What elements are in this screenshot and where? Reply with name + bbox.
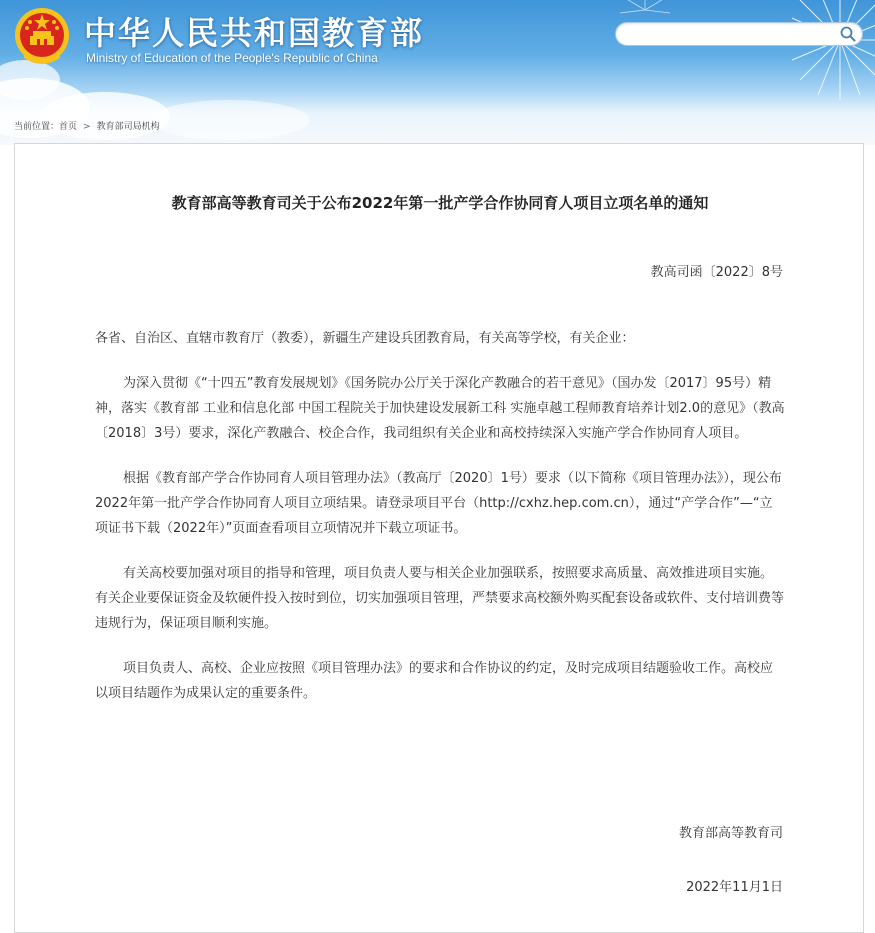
article-title: 教育部高等教育司关于公布2022年第一批产学合作协同育人项目立项名单的通知 — [171, 194, 709, 212]
document-date: 2022年11月1日 — [686, 880, 783, 895]
search-box[interactable] — [615, 22, 863, 46]
breadcrumb-current-link[interactable]: 教育部司局机构 — [96, 122, 160, 132]
document-number: 教高司函〔2022〕8号 — [650, 265, 783, 280]
article-paragraph: 项目负责人、高校、企业应按照《项目管理办法》的要求和合作协议的约定，及时完成项目结题验收工作。高校应以项目结题作为成果认定的重要条件。 — [95, 661, 774, 701]
cloud-decoration — [150, 100, 310, 140]
article-panel — [14, 143, 864, 933]
breadcrumb — [14, 119, 160, 132]
site-subtitle: Ministry of Education of the People's Republic of China — [86, 51, 378, 65]
article-paragraph: 为深入贯彻《“十四五”教育发展规划》《国务院办公厅关于深化产教融合的若干意见》（国办发〔2017〕95号）精神，落实《教育部 工业和信息化部 中国工程院关于加快建设发展新工科 实施卓越工程师教育培养计划2.0的意见》（教高〔2018〕3号）要求，深化产教融合、校企合作，我司组织有关企业和高校持续深入实施产学合作协同育人项目。 — [95, 376, 785, 441]
salutation: 各省、自治区、直辖市教育厅（教委），新疆生产建设兵团教育局，有关高等学校，有关企业： — [95, 331, 635, 346]
dandelion-decoration — [760, 0, 875, 110]
search-icon[interactable] — [839, 25, 857, 43]
article-body — [95, 326, 785, 726]
national-emblem-icon[interactable] — [13, 6, 71, 68]
site-title[interactable]: 中华人民共和国教育部 — [84, 14, 425, 52]
breadcrumb-home-link[interactable]: 首页 — [59, 122, 78, 132]
breadcrumb-prefix: 当前位置： — [14, 122, 60, 132]
search-input[interactable] — [628, 25, 832, 45]
article-paragraph: 有关高校要加强对项目的指导和管理，项目负责人要与相关企业加强联系，按照要求高质量、高效推进项目实施。有关企业要保证资金及软硬件投入按时到位，切实加强项目管理，严禁要求高校额外购买配套设备或软件、支付培训费等违规行为，保证项目顺利实施。 — [95, 566, 785, 631]
article-paragraph: 根据《教育部产学合作协同育人项目管理办法》（教高厅〔2020〕1号）要求（以下简称《项目管理办法》），现公布2022年第一批产学合作协同育人项目立项结果。请登录项目平台（http://cxhz.hep.com.cn），通过“产学合作”—“立项证书下载（2022年）”页面查看项目立项情况并下载立项证书。 — [95, 471, 782, 536]
signature: 教育部高等教育司 — [678, 826, 783, 841]
breadcrumb-separator: > — [83, 122, 91, 132]
